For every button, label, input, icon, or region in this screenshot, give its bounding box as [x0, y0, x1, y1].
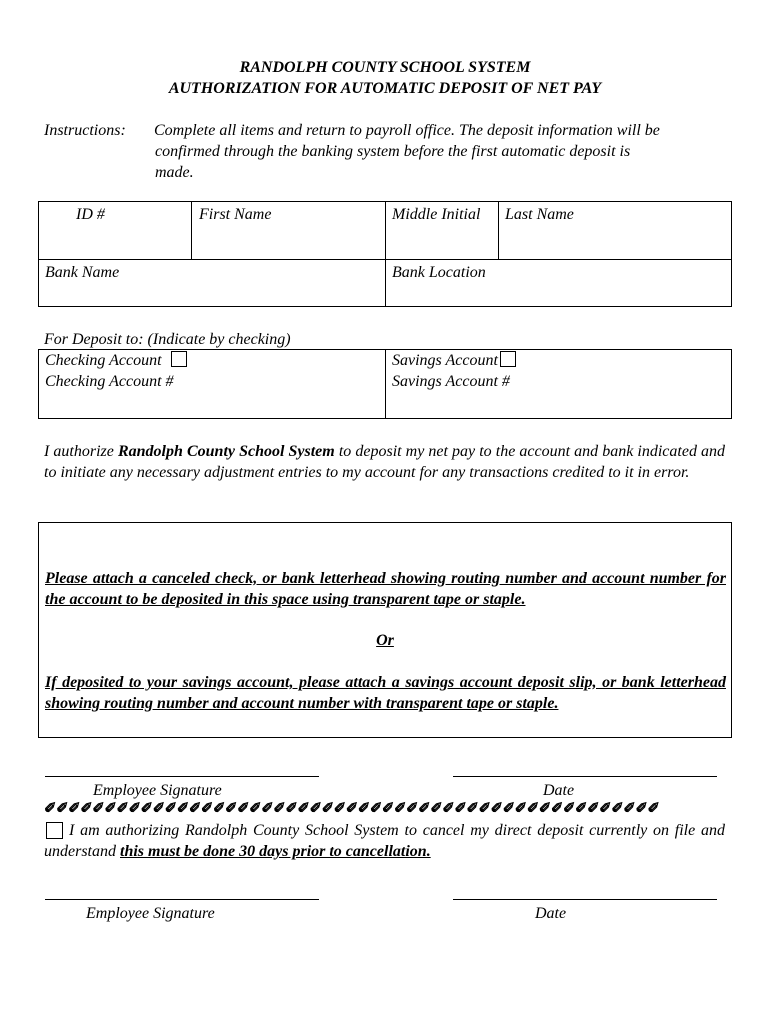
checking-account-checkbox[interactable] — [171, 351, 187, 367]
bank-name-field[interactable]: Bank Name — [45, 264, 120, 281]
first-name-field[interactable]: First Name — [199, 206, 272, 223]
employee-signature-label-2: Employee Signature — [86, 905, 215, 922]
instructions-label: Instructions: — [44, 122, 126, 139]
instructions-line-1: Complete all items and return to payroll office. The deposit information will be — [154, 122, 660, 139]
date-line[interactable] — [453, 776, 717, 777]
form-subtitle: AUTHORIZATION FOR AUTOMATIC DEPOSIT OF NET PAY — [168, 80, 602, 97]
pencil-separator: ✐✐✐✐✐✐✐✐✐✐✐✐✐✐✐✐✐✐✐✐✐✐✐✐✐✐✐✐✐✐✐✐✐✐✐✐✐✐✐✐✐✐✐✐✐✐✐✐✐✐✐ — [44, 801, 660, 815]
deposit-heading: For Deposit to: (Indicate by checking) — [44, 331, 291, 348]
attach-instructions-savings: If deposited to your savings account, please attach a savings account deposit slip, or bank letterhead showing routing number and account number with transparent tape or staple. — [45, 674, 726, 712]
middle-initial-field[interactable]: Middle Initial — [392, 206, 481, 223]
savings-account-checkbox[interactable] — [500, 351, 516, 367]
attachment-area[interactable] — [38, 522, 732, 738]
instructions-line-3: made. — [155, 164, 194, 181]
attach-or: Or — [376, 632, 394, 649]
savings-account-option[interactable] — [392, 351, 516, 371]
authorization-prefix: I authorize — [44, 443, 114, 460]
savings-account-label: Savings Account — [392, 352, 498, 369]
checking-account-option[interactable] — [45, 351, 187, 371]
employee-signature-line[interactable] — [45, 776, 319, 777]
authorization-paragraph — [44, 441, 725, 483]
cancel-warning: this must be done 30 days prior to cancellation. — [120, 843, 431, 860]
bank-location-field[interactable]: Bank Location — [392, 264, 486, 281]
employee-signature-label: Employee Signature — [93, 782, 222, 799]
id-field[interactable]: ID # — [76, 206, 105, 223]
cancel-paragraph — [44, 820, 725, 862]
authorization-org: Randolph County School System — [117, 443, 335, 460]
last-name-field[interactable]: Last Name — [505, 206, 574, 223]
deposit-account-table — [38, 349, 732, 419]
employee-info-table — [38, 201, 732, 307]
cancel-text: I am authorizing Randolph County School System to cancel my direct deposit currently on file and understand — [44, 822, 725, 860]
checking-account-label: Checking Account — [45, 352, 162, 369]
date-label-2: Date — [535, 905, 567, 922]
instructions-line-2: confirmed through the banking system before the first automatic deposit is — [155, 143, 631, 160]
employee-signature-line-2[interactable] — [45, 899, 319, 900]
date-label: Date — [543, 782, 575, 799]
date-line-2[interactable] — [453, 899, 717, 900]
authorization-suffix: to deposit my net pay to the account and bank indicated and to initiate any necessary adjustment entries to my account for any transactions credited to it in error. — [44, 443, 726, 481]
form-title: RANDOLPH COUNTY SCHOOL SYSTEM — [239, 59, 531, 76]
attach-instructions-check: Please attach a canceled check, or bank letterhead showing routing number and account number for the account to be deposited in this space using transparent tape or staple. — [45, 570, 726, 608]
savings-account-number-field[interactable]: Savings Account # — [392, 373, 510, 390]
checking-account-number-field[interactable]: Checking Account # — [45, 373, 174, 390]
